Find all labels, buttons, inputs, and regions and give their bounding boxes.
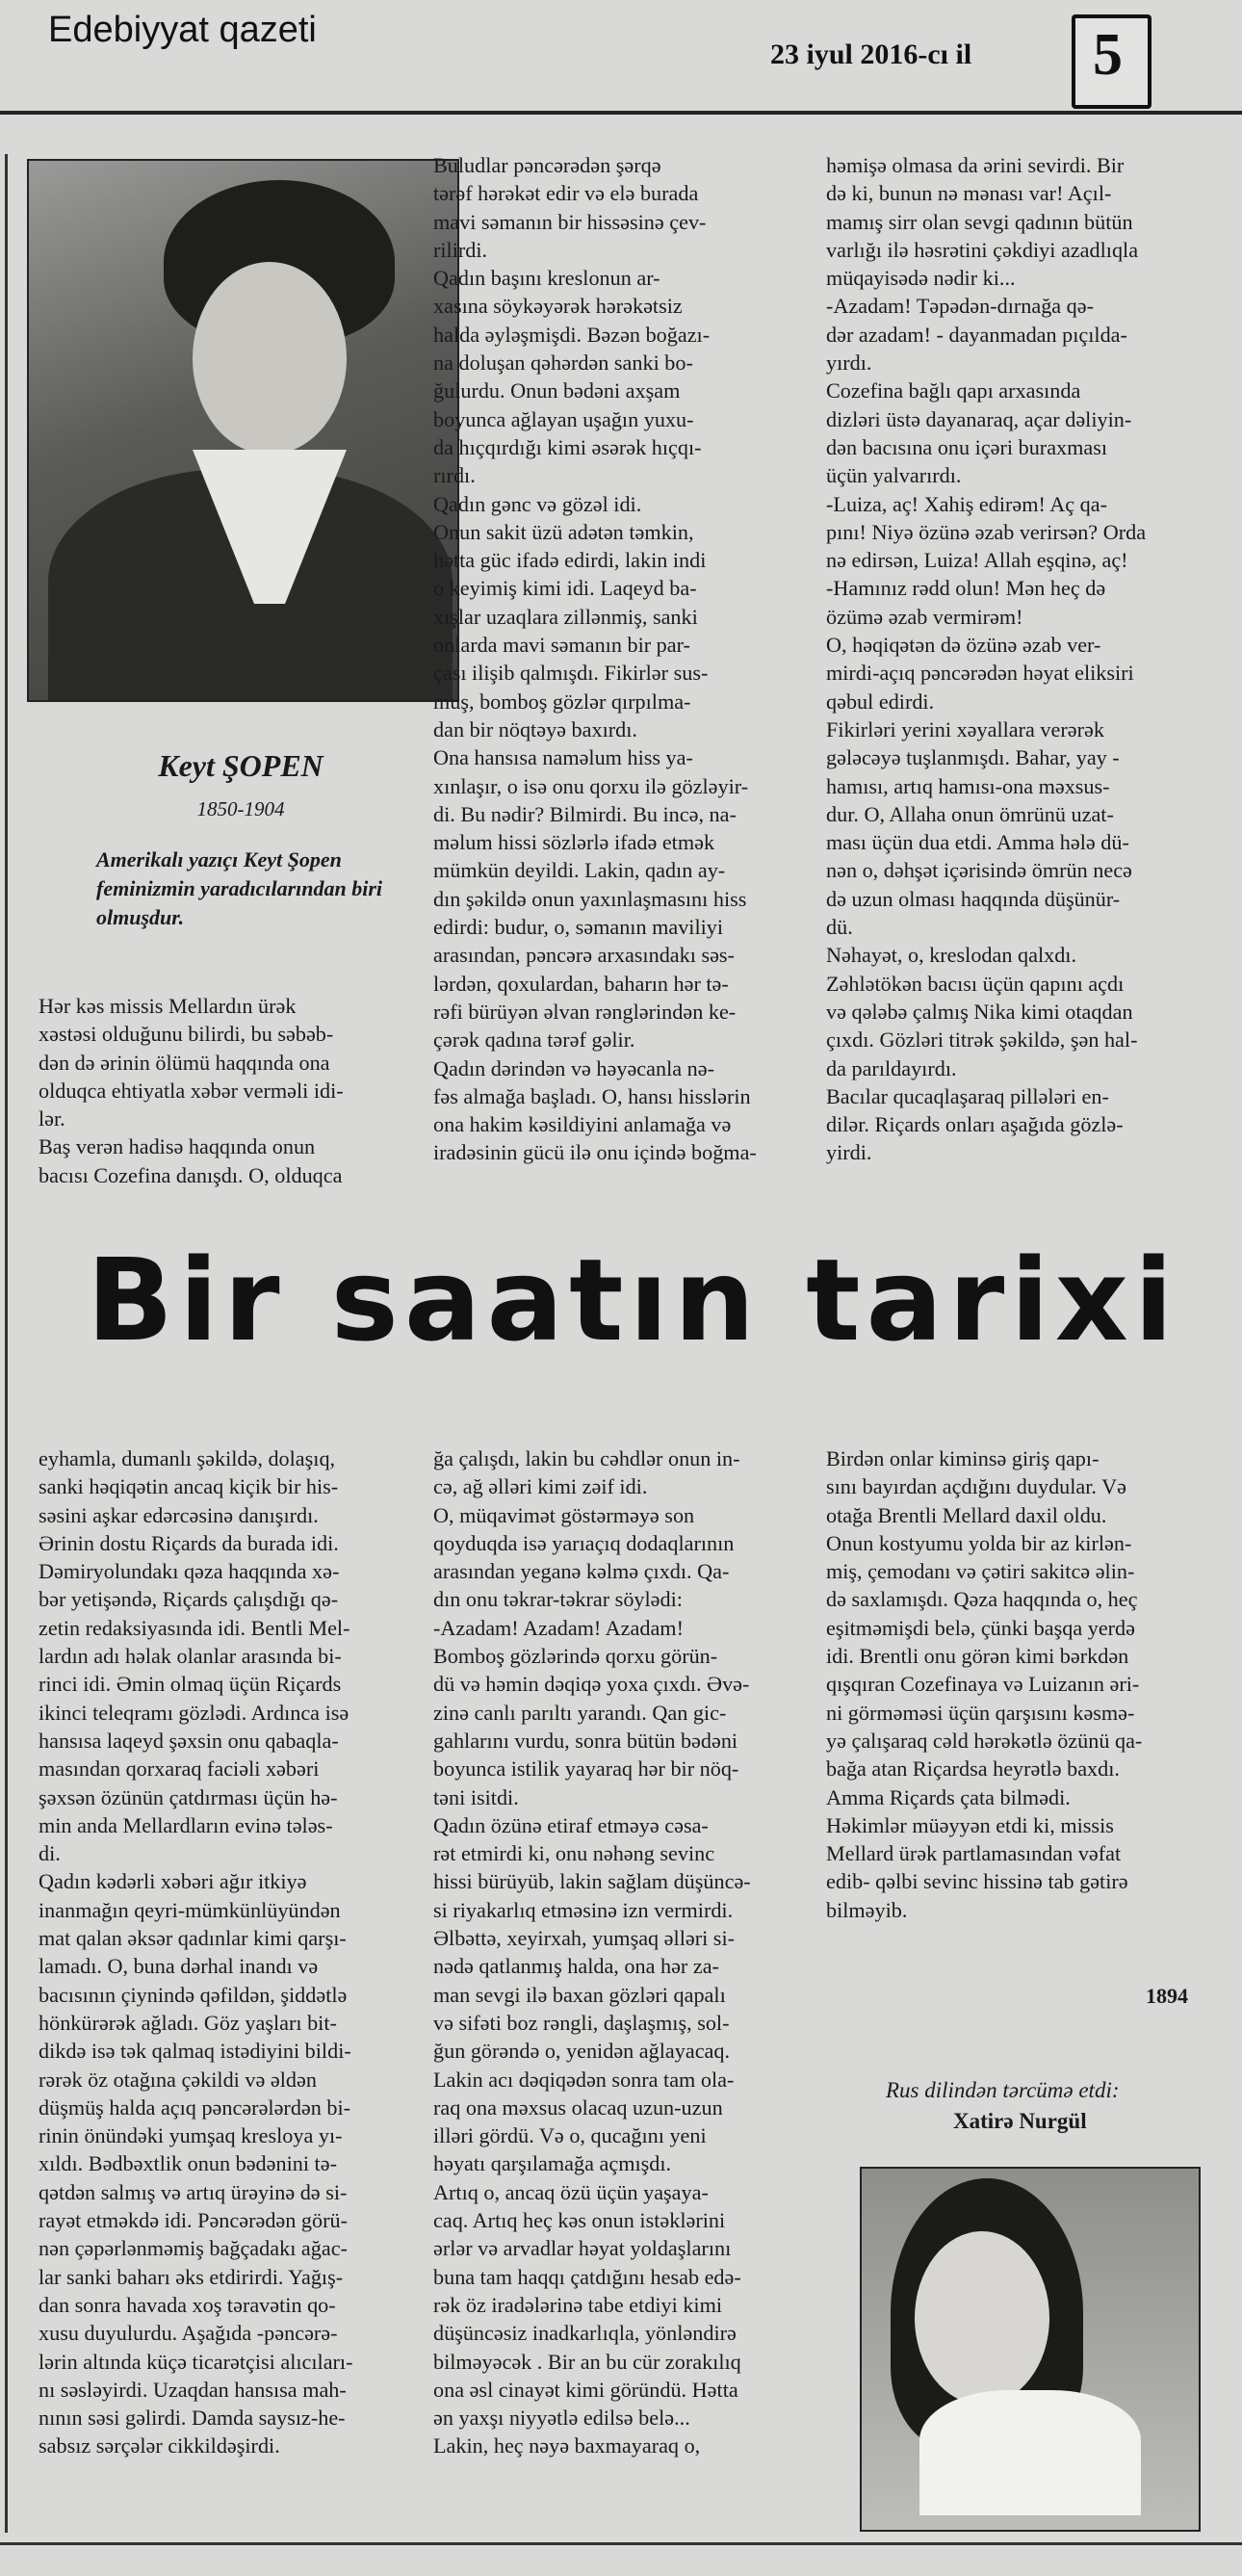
text-line: edib- qəlbi sevinc hissinə tab gətirə: [826, 1869, 1128, 1894]
text-line: Lakin acı dəqiqədən sonra tam ola-: [433, 2067, 735, 2092]
text-line: ması üçün dua etdi. Amma hələ dü-: [826, 830, 1129, 855]
text-line: hönkürərək ağladı. Göz yaşları bit-: [39, 2010, 337, 2035]
text-line: -Azadam! Azadam! Azadam!: [433, 1615, 684, 1640]
text-line: nının səsi gəlirdi. Damda saysız-he-: [39, 2406, 346, 2431]
text-line: Qadın başını kreslonun ar-: [433, 266, 660, 291]
text-line: rət etmirdi ki, onu nəhəng sevinc: [433, 1841, 715, 1866]
text-line: xəstəsi olduğunu bilirdi, bu səbəb-: [39, 1022, 334, 1047]
text-line: buna tam haqqı çatdığını hesab edə-: [433, 2264, 741, 2289]
text-line: eyhamla, dumanlı şəkildə, dolaşıq,: [39, 1446, 336, 1470]
text-line: Zəhlətökən bacısı üçün qapını açdı: [826, 971, 1125, 996]
text-line: lamadı. O, buna dərhal inandı və: [39, 1954, 319, 1979]
text-line: yə çalışaraq cəld hərəkətlə özünü qa-: [826, 1728, 1143, 1753]
text-line: ən yaxşı niyyətlə edilsə belə...: [433, 2406, 690, 2431]
text-line: şəxsən özünün çatdırması üçün hə-: [39, 1784, 338, 1809]
text-line: Amma Riçards çata bilmədi.: [826, 1784, 1071, 1809]
author-years: 1850-1904: [196, 797, 285, 820]
story-year: 1894: [1146, 1984, 1188, 2008]
text-line: fəs almağa başladı. O, hansı hisslərin: [433, 1083, 751, 1108]
text-line: yırdı.: [826, 351, 872, 376]
text-line: di.: [39, 1841, 61, 1866]
text-line: cə, ağ əlləri kimi zəif idi.: [433, 1474, 648, 1499]
text-line: nən o, dəhşət içərisində ömrün necə: [826, 858, 1132, 883]
text-line: otağa Brentli Mellard daxil oldu.: [826, 1502, 1107, 1527]
column-3-bottom: [826, 1444, 1203, 1924]
text-line: si riyakarlıq etməsinə izn vermirdi.: [433, 1897, 734, 1922]
text-line: də uzun olması haqqında düşünür-: [826, 886, 1121, 911]
text-line: Qadın gənc və gözəl idi.: [433, 491, 642, 516]
text-line: lardın adı həlak olanlar arasında bi-: [39, 1644, 342, 1669]
text-line: qətdən salmış və artıq ürəyinə də si-: [39, 2179, 348, 2204]
text-line: onlarda mavi səmanın bir par-: [433, 633, 690, 658]
text-line: dın onu təkrar-təkrar söylədi:: [433, 1587, 683, 1612]
text-line: rilirdi.: [433, 237, 488, 262]
text-line: dü.: [826, 915, 853, 940]
text-line: çası ilişib qalmışdı. Fikirlər sus-: [433, 661, 709, 686]
text-line: özümə əzab vermirəm!: [826, 604, 1023, 629]
text-line: rərək öz otağına çəkildi və əldən: [39, 2067, 317, 2092]
left-margin-line: [5, 154, 8, 2533]
text-line: O, həqiqətən də özünə əzab ver-: [826, 633, 1101, 658]
text-line: Artıq o, ancaq özü üçün yaşaya-: [433, 2179, 709, 2204]
column-1-bottom: [39, 1444, 409, 2460]
text-line: man sevgi ilə baxan gözləri qapalı: [433, 1982, 726, 2007]
text-line: masından qorxaraq faciəli xəbəri: [39, 1756, 320, 1782]
text-line: Buludlar pəncərədən şərqə: [433, 153, 661, 177]
text-line: təni isitdi.: [433, 1784, 519, 1809]
text-line: nə edirsən, Luiza! Allah eşqinə, aç!: [826, 548, 1128, 573]
article-headline: Bir saatın tarixi: [87, 1234, 1179, 1366]
text-line: xışlar uzaqlara zillənmiş, sanki: [433, 604, 698, 629]
text-line: rək öz iradələrinə tabe etdiyi kimi: [433, 2292, 723, 2317]
text-line: Fikirləri yerini xəyallara verərək: [826, 716, 1104, 742]
text-line: sanki həqiqətin ancaq kiçik bir his-: [39, 1474, 339, 1499]
intro-column: [39, 992, 404, 1189]
text-line: üçün yalvarırdı.: [826, 463, 962, 488]
text-line: zetin redaksiyasında idi. Bentli Mel-: [39, 1615, 350, 1640]
text-line: halda əyləşmişdi. Bəzən boğazı-: [433, 322, 711, 347]
text-line: Ərinin dostu Riçards da burada idi.: [39, 1530, 339, 1555]
text-line: nən çəpərlənməmiş bağçadakı ağac-: [39, 2236, 348, 2261]
text-line: qışqıran Cozefinaya və Luizanın əri-: [826, 1672, 1140, 1697]
text-line: da parıldayırdı.: [826, 1055, 957, 1080]
text-line: dur. O, Allaha onun ömrünü uzat-: [826, 801, 1114, 826]
text-line: Nəhayət, o, kreslodan qalxdı.: [826, 943, 1077, 968]
text-line: illəri gördü. Və o, qucağını yeni: [433, 2123, 707, 2148]
text-line: tərəf hərəkət edir və elə burada: [433, 181, 699, 206]
text-line: gahlarını vurdu, sonra bütün bədəni: [433, 1728, 738, 1753]
text-line: hissi bürüyüb, lakin sağlam düşüncə-: [433, 1869, 751, 1894]
text-line: nədə qatlanmış halda, ona hər za-: [433, 1954, 719, 1979]
text-line: iradəsinin gücü ilə onu içində boğma-: [433, 1140, 757, 1165]
column-2-top: [433, 151, 811, 1167]
text-line: həyatı qarşılamağa açmışdı.: [433, 2151, 672, 2176]
text-line: çıxdı. Gözləri titrək şəkildə, şən hal-: [826, 1028, 1138, 1053]
text-line: arasından yeganə kəlmə çıxdı. Qa-: [433, 1559, 730, 1584]
text-line: boyunca istilik yayaraq hər bir nöq-: [433, 1756, 739, 1782]
text-line: dilər. Riçards onları aşağıda gözlə-: [826, 1112, 1124, 1137]
text-line: dikdə isə tək qalmaq istədiyini bildi-: [39, 2039, 351, 2064]
text-line: muş, bomboş gözlər qırpılma-: [433, 689, 691, 714]
header-rule: [0, 111, 1242, 115]
text-line: Qadın dərindən və həyəcanla nə-: [433, 1055, 714, 1080]
text-line: çərək qadına tərəf gəlir.: [433, 1028, 635, 1053]
text-line: ğulurdu. Onun bədəni axşam: [433, 378, 681, 403]
text-line: qəbul edirdi.: [826, 689, 935, 714]
text-line: hamısı, artıq hamısı-ona məxsus-: [826, 773, 1110, 798]
text-line: dan bir nöqtəyə baxırdı.: [433, 716, 637, 742]
text-line: dizləri üstə dayanaraq, açar dəliyin-: [826, 406, 1132, 431]
text-line: düşüncəsiz inadkarlıqla, yönləndirə: [433, 2321, 737, 2346]
footer-rule: [0, 2542, 1242, 2545]
text-line: düşmüş halda açıq pəncərələrdən bi-: [39, 2095, 351, 2120]
text-line: lərdən, qoxulardan, baharın hər tə-: [433, 971, 729, 996]
text-line: da hıçqırdığı kimi əsərək hıçqı-: [433, 434, 702, 459]
text-line: bağa atan Riçardsa heyrətlə baxdı.: [826, 1756, 1120, 1782]
text-line: bacısının çiynində qəfildən, şiddətlə: [39, 1982, 348, 2007]
text-line: Əlbəttə, xeyirxah, yumşaq əlləri si-: [433, 1926, 735, 1951]
text-line: inanmağın qeyri-mümkünlüyündən: [39, 1897, 341, 1922]
translator-label: Rus dilindən tərcümə etdi:: [886, 2078, 1120, 2102]
text-line: na doluşan qəhərdən sanki bo-: [433, 351, 693, 376]
text-line: raq ona məxsus olacaq uzun-uzun: [433, 2095, 723, 2120]
text-line: dər azadam! - dayanmadan pıçılda-: [826, 322, 1127, 347]
text-line: lərin altında küçə ticarətçisi alıcıları-: [39, 2349, 353, 2374]
text-line: rayət etməkdə idi. Pəncərədən görü-: [39, 2208, 348, 2233]
text-line: dən də ərinin ölümü haqqında ona: [39, 1050, 330, 1075]
text-line: Onun sakit üzü adətən təmkin,: [433, 519, 694, 544]
author-name: Keyt ŞOPEN: [158, 748, 323, 783]
text-line: müqayisədə nədir ki...: [826, 266, 1016, 291]
issue-date: 23 iyul 2016-cı il: [770, 39, 972, 70]
text-line: bilməyəcək . Bir an bu cür zorakılıq: [433, 2349, 741, 2374]
column-2-bottom: [433, 1444, 811, 2460]
text-line: dan sonra havada xoş təravətin qo-: [39, 2292, 336, 2317]
text-line: Bacılar qucaqlaşaraq pillələri en-: [826, 1083, 1109, 1108]
text-line: boyunca ağlayan uşağın yuxu-: [433, 406, 694, 431]
text-line: hansısa laqeyd şəxsin onu qabaqla-: [39, 1728, 339, 1753]
text-line: pını! Niyə özünə əzab verirsən? Orda: [826, 519, 1147, 544]
text-line: xınlaşır, o isə onu qorxu ilə gözləyir-: [433, 773, 749, 798]
text-line: sını bayırdan açdığını duydular. Və: [826, 1474, 1126, 1499]
text-line: caq. Artıq heç kəs onun istəklərini: [433, 2208, 726, 2233]
text-line: sabsız sərçələr cikkildəşirdi.: [39, 2433, 280, 2459]
text-line: Lakin, heç nəyə baxmayaraq o,: [433, 2433, 701, 2459]
text-line: zinə canlı parıltı yarandı. Qan gic-: [433, 1700, 727, 1725]
text-line: dın şəkildə onun yaxınlaşmasını hiss: [433, 886, 747, 911]
author-portrait: [27, 159, 459, 702]
text-line: -Azadam! Təpədən-dırnağa qə-: [826, 294, 1095, 319]
text-line: lar sanki baharı əks etdirirdi. Yağış-: [39, 2264, 344, 2289]
text-line: dən bacısına onu içəri buraxması: [826, 434, 1108, 459]
text-line: ikinci teleqramı gözlədi. Ardınca isə: [39, 1700, 349, 1725]
text-line: Birdən onlar kiminsə giriş qapı-: [826, 1446, 1100, 1470]
text-line: Həkimlər müəyyən etdi ki, missis: [826, 1812, 1114, 1837]
text-line: mamış sirr olan sevgi qadının bütün: [826, 209, 1133, 234]
text-line: edirdi: budur, o, səmanın maviliyi: [433, 915, 724, 940]
text-line: dü və həmin dəqiqə yoxa çıxdı. Əvə-: [433, 1672, 750, 1697]
text-line: və qələbə çalmış Nika kimi otaqdan: [826, 999, 1133, 1024]
text-line: rəfi bürüyən əlvan rənglərindən ke-: [433, 999, 737, 1024]
translator-name: Xatirə Nurgül: [953, 2109, 1087, 2133]
text-line: rinci idi. Əmin olmaq üçün Riçards: [39, 1672, 342, 1697]
text-line: və sifəti boz rəngli, daşlaşmış, sol-: [433, 2010, 730, 2035]
text-line: Baş verən hadisə haqqında onun: [39, 1134, 316, 1159]
text-line: ona hakim kəsildiyini anlamağa və: [433, 1112, 732, 1137]
text-line: -Luiza, aç! Xahiş edirəm! Aç qa-: [826, 491, 1107, 516]
text-line: ona əsl cinayət kimi göründü. Hətta: [433, 2377, 738, 2402]
text-line: də ki, bunun nə mənası var! Açıl-: [826, 181, 1112, 206]
text-line: mirdi-açıq pəncərədən həyat eliksiri: [826, 661, 1134, 686]
text-line: lər.: [39, 1106, 65, 1132]
text-line: -Hamınız rədd olun! Mən heç də: [826, 576, 1106, 601]
text-line: O, müqavimət göstərməyə son: [433, 1502, 695, 1527]
text-line: Bomboş gözlərində qorxu görün-: [433, 1644, 718, 1669]
text-line: mavi səmanın bir hissəsinə çev-: [433, 209, 707, 234]
text-line: miş, çemodanı və çətiri sakitcə əlin-: [826, 1559, 1135, 1584]
text-line: də saxlamışdı. Qəza haqqında o, heç: [826, 1587, 1138, 1612]
text-line: bər yetişəndə, Riçards çalışdığı qə-: [39, 1587, 339, 1612]
column-3-top: [826, 151, 1203, 1167]
text-line: ni görməməsi üçün qarşısını kəsmə-: [826, 1700, 1135, 1725]
text-line: Cozefina bağlı qapı arxasında: [826, 378, 1081, 403]
newspaper-name: Edebiyyat qazeti: [48, 10, 317, 50]
text-line: Dəmiryolundakı qəza haqqında xə-: [39, 1559, 340, 1584]
text-line: mat qalan əksər qadınlar kimi qarşı-: [39, 1926, 347, 1951]
text-line: hətta güc ifadə edirdi, lakin indi: [433, 548, 707, 573]
text-line: Qadın kədərli xəbəri ağır itkiyə: [39, 1869, 307, 1894]
text-line: nı səsləyirdi. Uzaqdan hansısa mah-: [39, 2377, 347, 2402]
text-line: xusu duyulurdu. Aşağıda -pəncərə-: [39, 2321, 338, 2346]
text-line: həmişə olmasa da ərini sevirdi. Bir: [826, 153, 1125, 177]
text-line: ğun görəndə o, yenidən ağlayacaq.: [433, 2039, 731, 2064]
text-line: xasına söykəyərək hərəkətsiz: [433, 294, 683, 319]
text-line: Onun kostyumu yolda bir az kirlən-: [826, 1530, 1132, 1555]
text-line: eşitməmişdi belə, çünki başqa yerdə: [826, 1615, 1136, 1640]
text-line: idi. Brentli onu görən kimi bərkdən: [826, 1644, 1129, 1669]
text-line: Hər kəs missis Mellardın ürək: [39, 994, 297, 1018]
text-line: Qadın özünə etiraf etməyə cəsa-: [433, 1812, 709, 1837]
text-line: varlığı ilə həsrətini çəkdiyi azadlıqla: [826, 237, 1139, 262]
text-line: o keyimiş kimi idi. Laqeyd ba-: [433, 576, 697, 601]
text-line: səsini aşkar edərcəsinə danışırdı.: [39, 1502, 319, 1527]
text-line: mümkün deyildi. Lakin, qadın ay-: [433, 858, 726, 883]
text-line: xıldı. Bədbəxtlik onun bədənini tə-: [39, 2151, 337, 2176]
text-line: min anda Mellardların evinə tələs-: [39, 1812, 333, 1837]
text-line: gələcəyə tuşlanmışdı. Bahar, yay -: [826, 745, 1120, 770]
text-line: di. Bu nədir? Bilmirdi. Bu incə, na-: [433, 801, 737, 826]
translator-portrait: [860, 2167, 1201, 2532]
text-line: rırdı.: [433, 463, 476, 488]
text-line: bacısı Cozefina danışdı. O, olduqca: [39, 1162, 343, 1187]
text-line: Ona hansısa naməlum hiss ya-: [433, 745, 693, 770]
text-line: yirdi.: [826, 1140, 872, 1165]
text-line: bilməyib.: [826, 1897, 908, 1922]
text-line: arasından, pəncərə arxasındakı səs-: [433, 943, 735, 968]
text-line: ğa çalışdı, lakin bu cəhdlər onun in-: [433, 1446, 740, 1470]
text-line: Mellard ürək partlamasından vəfat: [826, 1841, 1122, 1866]
author-description: Amerikalı yazıçı Keyt Şopen feminizmin yaradıcılarından biri olmuşdur.: [96, 847, 383, 929]
page-number: 5: [1093, 22, 1123, 88]
text-line: qoyduqda isə yarıaçıq dodaqlarının: [433, 1530, 735, 1555]
text-line: olduqca ehtiyatla xəbər verməli idi-: [39, 1078, 344, 1103]
text-line: ərlər və arvadlar həyat yoldaşlarını: [433, 2236, 732, 2261]
text-line: rinin önündəki yumşaq kresloya yı-: [39, 2123, 343, 2148]
text-line: məlum hissi sözlərlə ifadə etmək: [433, 830, 715, 855]
